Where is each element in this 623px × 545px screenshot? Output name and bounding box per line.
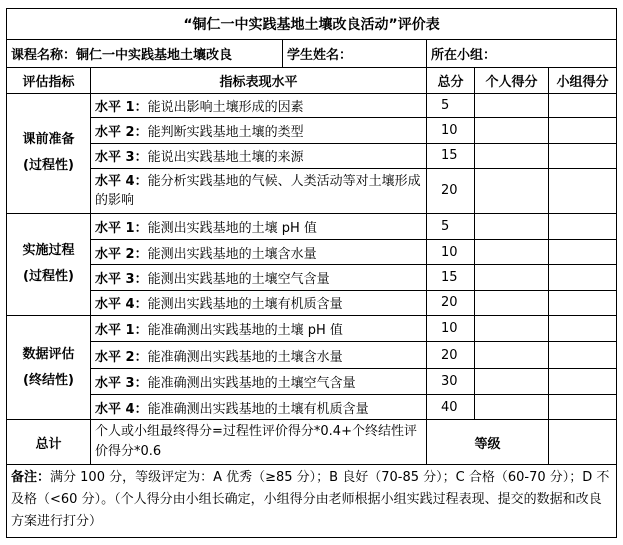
level-text: 能准确测出实践基地的土壤空气含量 — [147, 375, 356, 391]
group-score-cell[interactable] — [549, 368, 617, 394]
header-level-desc: 指标表现水平 — [91, 67, 427, 93]
group-score-cell[interactable] — [549, 395, 617, 420]
grade-cell[interactable] — [549, 420, 617, 465]
level-text: 能测出实践基地的土壤 pH 值 — [147, 220, 317, 236]
header-personal-score: 个人得分 — [475, 67, 549, 93]
total-score: 20 — [427, 342, 475, 368]
level-text: 能说出影响土壤形成的因素 — [147, 100, 304, 116]
course-label: 课程名称： — [11, 48, 77, 64]
note-label: 备注： — [11, 469, 51, 485]
total-score: 15 — [427, 143, 475, 168]
level-row — [91, 395, 427, 420]
total-score: 20 — [427, 169, 475, 214]
level-row — [91, 290, 427, 315]
total-score: 5 — [427, 213, 475, 239]
level-row — [91, 118, 427, 143]
student-name-field[interactable]: 学生姓名： — [283, 40, 427, 67]
total-score: 5 — [427, 94, 475, 118]
level-label: 水平 1： — [95, 100, 148, 116]
level-row — [91, 169, 427, 214]
level-text: 能准确测出实践基地的土壤 pH 值 — [147, 323, 343, 339]
course-info — [7, 40, 283, 67]
personal-score-cell[interactable] — [475, 169, 549, 214]
level-row — [91, 342, 427, 368]
level-label: 水平 3： — [95, 375, 148, 391]
level-text: 能判断实践基地土壤的类型 — [147, 125, 304, 141]
group-score-cell[interactable] — [549, 240, 617, 265]
level-text: 能说出实践基地土壤的来源 — [147, 150, 304, 166]
level-row — [91, 368, 427, 394]
level-label: 水平 1： — [95, 220, 148, 236]
level-label: 水平 3： — [95, 271, 148, 287]
level-text: 能分析实践基地的气候、人类活动等对土壤形成的影响 — [95, 173, 421, 208]
group-score-cell[interactable] — [549, 213, 617, 239]
section-name: 课前准备 (过程性) — [7, 94, 91, 214]
level-row — [91, 213, 427, 239]
personal-score-cell[interactable] — [475, 395, 549, 420]
total-score: 20 — [427, 290, 475, 315]
total-score: 10 — [427, 118, 475, 143]
personal-score-cell[interactable] — [475, 315, 549, 341]
level-label: 水平 3： — [95, 150, 148, 166]
level-label: 水平 2： — [95, 246, 148, 262]
header-group-score: 小组得分 — [549, 67, 617, 93]
level-label: 水平 4： — [95, 173, 148, 189]
grade-label: 等级 — [427, 420, 549, 465]
group-score-cell[interactable] — [549, 169, 617, 214]
total-label: 总计 — [7, 420, 91, 465]
table-title: “铜仁一中实践基地土壤改良活动”评价表 — [7, 9, 617, 40]
total-score: 15 — [427, 265, 475, 290]
personal-score-cell[interactable] — [475, 143, 549, 168]
level-text: 能测出实践基地的土壤有机质含量 — [147, 297, 343, 313]
level-text: 能测出实践基地的土壤含水量 — [147, 246, 317, 262]
header-total: 总分 — [427, 67, 475, 93]
personal-score-cell[interactable] — [475, 290, 549, 315]
course-name: 铜仁一中实践基地土壤改良 — [76, 48, 233, 64]
level-label: 水平 2： — [95, 125, 148, 141]
section-name: 实施过程 (过程性) — [7, 213, 91, 315]
group-score-cell[interactable] — [549, 143, 617, 168]
group-score-cell[interactable] — [549, 290, 617, 315]
evaluation-table — [6, 8, 617, 538]
personal-score-cell[interactable] — [475, 265, 549, 290]
total-formula: 个人或小组最终得分=过程性评价得分*0.4+个终结性评价得分*0.6 — [91, 420, 427, 465]
level-row — [91, 143, 427, 168]
total-score: 10 — [427, 315, 475, 341]
personal-score-cell[interactable] — [475, 94, 549, 118]
total-score: 10 — [427, 240, 475, 265]
level-text: 能测出实践基地的土壤空气含量 — [147, 271, 330, 287]
personal-score-cell[interactable] — [475, 342, 549, 368]
group-score-cell[interactable] — [549, 342, 617, 368]
level-row — [91, 315, 427, 341]
header-indicator: 评估指标 — [7, 67, 91, 93]
level-row — [91, 94, 427, 118]
group-score-cell[interactable] — [549, 118, 617, 143]
level-label: 水平 2： — [95, 349, 148, 365]
personal-score-cell[interactable] — [475, 240, 549, 265]
personal-score-cell[interactable] — [475, 368, 549, 394]
personal-score-cell[interactable] — [475, 118, 549, 143]
level-label: 水平 4： — [95, 297, 148, 313]
note-text: 满分 100 分，等级评定为：A 优秀（≥85 分）；B 良好（70-85 分）；C 合格（60-70 分）；D 不及格（<60 分）。（个人得分由小组长确定，小组得分由老师根据小组实践过程表现、提交的数据和改良方案进行打分） — [11, 469, 610, 529]
level-label: 水平 4： — [95, 401, 148, 417]
total-score: 40 — [427, 395, 475, 420]
group-score-cell[interactable] — [549, 94, 617, 118]
level-row — [91, 240, 427, 265]
personal-score-cell[interactable] — [475, 213, 549, 239]
level-text: 能准确测出实践基地的土壤含水量 — [147, 349, 343, 365]
group-score-cell[interactable] — [549, 265, 617, 290]
group-field[interactable]: 所在小组： — [427, 40, 617, 67]
note — [7, 464, 617, 537]
level-label: 水平 1： — [95, 323, 148, 339]
group-score-cell[interactable] — [549, 315, 617, 341]
level-text: 能准确测出实践基地的土壤有机质含量 — [147, 401, 369, 417]
level-row — [91, 265, 427, 290]
total-score: 30 — [427, 368, 475, 394]
section-name: 数据评估 (终结性) — [7, 315, 91, 419]
